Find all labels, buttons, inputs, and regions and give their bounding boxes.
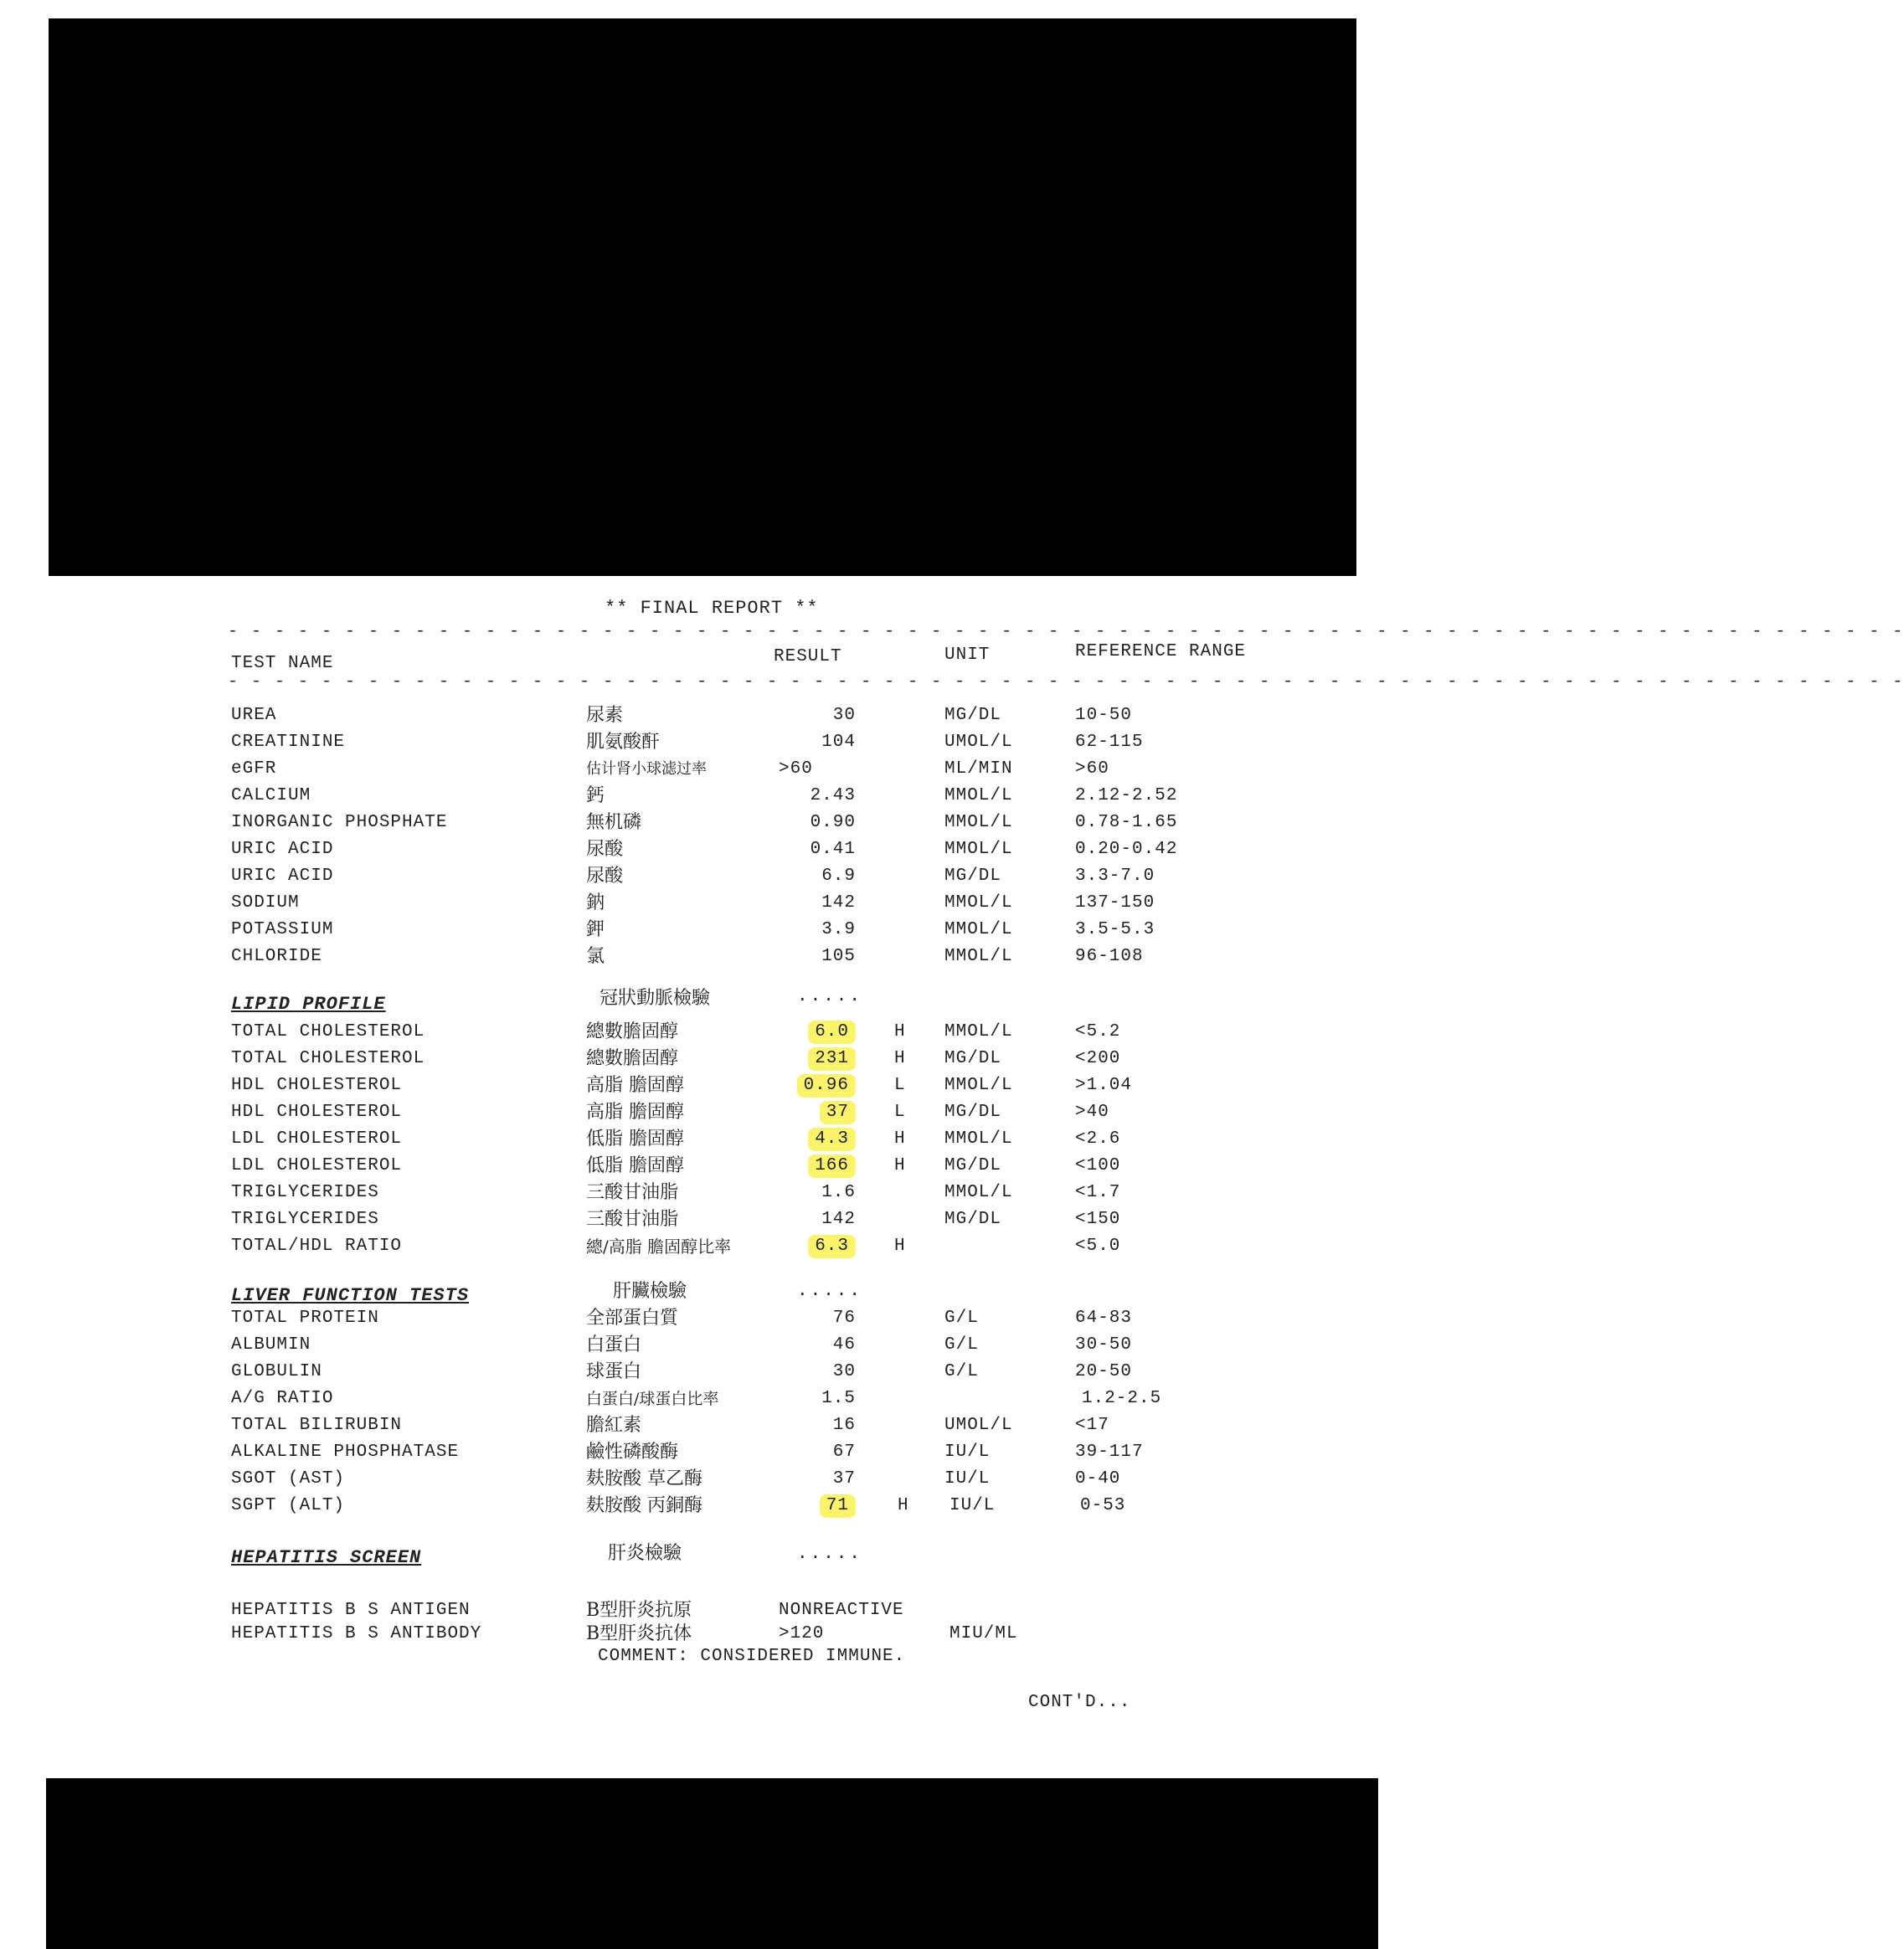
test-name-zh: 麸胺酸 草乙酶	[586, 1468, 702, 1489]
test-name: UREA	[231, 706, 277, 725]
test-unit: MMOL/L	[944, 1183, 1013, 1202]
test-name: CALCIUM	[231, 786, 311, 805]
test-unit: IU/L	[944, 1469, 991, 1489]
test-flag: H	[894, 1129, 906, 1149]
test-unit: MG/DL	[944, 1156, 1002, 1175]
test-reference: >1.04	[1075, 1076, 1133, 1095]
result-row	[0, 1622, 1378, 1649]
result-row	[0, 1360, 1378, 1387]
test-result: 0.41	[810, 840, 856, 859]
test-name: HEPATITIS B S ANTIGEN	[231, 1601, 471, 1620]
test-name: TRIGLYCERIDES	[231, 1183, 379, 1202]
test-name: POTASSIUM	[231, 920, 334, 939]
test-name-zh: 高脂 膽固醇	[586, 1102, 684, 1123]
test-name-zh: 氯	[586, 946, 605, 967]
test-reference: >40	[1075, 1103, 1109, 1122]
test-name-zh: 鈣	[586, 785, 605, 806]
test-name-zh: 無机磷	[586, 812, 642, 833]
section-title-hepatitis-screen: HEPATITIS SCREEN	[231, 1547, 422, 1568]
test-reference: <1.7	[1075, 1183, 1121, 1202]
result-row	[0, 918, 1378, 945]
test-flag: L	[894, 1103, 906, 1122]
test-reference: <200	[1075, 1049, 1121, 1068]
test-reference: 1.2-2.5	[1082, 1389, 1162, 1408]
test-result: 104	[821, 733, 856, 752]
test-result: 46	[832, 1335, 856, 1355]
test-result: 6.0	[808, 1021, 856, 1044]
test-reference: 39-117	[1075, 1442, 1144, 1462]
result-row	[0, 1074, 1378, 1101]
test-name-zh: 總數膽固醇	[586, 1021, 679, 1042]
test-result: 0.90	[810, 813, 856, 832]
result-row	[0, 1235, 1378, 1262]
test-unit: ML/MIN	[944, 759, 1013, 779]
test-flag: H	[894, 1237, 906, 1256]
test-reference: 3.5-5.3	[1075, 920, 1155, 939]
result-row	[0, 811, 1378, 838]
test-name: INORGANIC PHOSPHATE	[231, 813, 448, 832]
test-unit: IU/L	[944, 1442, 991, 1462]
section-title-zh: 肝炎檢驗	[608, 1543, 682, 1564]
test-name-zh: 低脂 膽固醇	[586, 1155, 684, 1176]
result-row	[0, 1101, 1378, 1128]
header-unit: UNIT	[944, 645, 991, 665]
test-result: 30	[832, 1362, 856, 1381]
test-result: 142	[821, 893, 856, 913]
test-reference: 137-150	[1075, 893, 1155, 913]
test-name-zh: 總數膽固醇	[586, 1048, 679, 1069]
test-result: 37	[832, 1469, 856, 1489]
test-unit: MMOL/L	[944, 813, 1013, 832]
test-unit: MMOL/L	[944, 920, 1013, 939]
result-row	[0, 731, 1378, 758]
test-name-zh: B型肝炎抗体	[586, 1623, 692, 1644]
test-name-zh: 球蛋白	[586, 1361, 642, 1382]
test-reference: 0.20-0.42	[1075, 840, 1178, 859]
result-row	[0, 1208, 1378, 1235]
result-row	[0, 1047, 1378, 1074]
test-unit: MG/DL	[944, 867, 1002, 886]
test-result: 6.3	[808, 1235, 856, 1258]
result-row	[0, 1307, 1378, 1334]
test-name: HEPATITIS B S ANTIBODY	[231, 1624, 482, 1643]
test-reference: 64-83	[1075, 1309, 1133, 1328]
test-unit: G/L	[944, 1309, 979, 1328]
test-name: TRIGLYCERIDES	[231, 1210, 379, 1229]
test-result: 37	[820, 1101, 856, 1124]
test-name-zh: 高脂 膽固醇	[586, 1075, 684, 1096]
test-name-zh: 估计肾小球滤过率	[586, 760, 707, 778]
test-result: 1.6	[821, 1183, 856, 1202]
redaction-block-bottom	[46, 1778, 1378, 1949]
test-name-zh: 尿素	[586, 705, 624, 726]
test-reference: 3.3-7.0	[1075, 867, 1155, 886]
redaction-block-top	[49, 18, 1356, 576]
test-name-zh: 三酸甘油脂	[586, 1182, 679, 1203]
test-result: 3.9	[821, 920, 856, 939]
test-result: NONREACTIVE	[779, 1601, 904, 1620]
section-dots: .....	[797, 1545, 863, 1564]
test-result: 67	[832, 1442, 856, 1462]
test-name: CHLORIDE	[231, 947, 322, 966]
test-name-zh: 鉀	[586, 919, 605, 940]
test-reference: <5.0	[1075, 1237, 1121, 1256]
result-row	[0, 1387, 1378, 1414]
test-result: 105	[821, 947, 856, 966]
test-name-zh: 三酸甘油脂	[586, 1209, 679, 1230]
test-name-zh: 總/高脂 膽固醇比率	[586, 1237, 732, 1257]
test-name-zh: 白蛋白	[586, 1334, 642, 1355]
result-row	[0, 1441, 1378, 1468]
test-unit: MG/DL	[944, 1049, 1002, 1068]
test-name: TOTAL CHOLESTEROL	[231, 1022, 425, 1041]
section-title-zh: 冠狀動脈檢驗	[600, 988, 711, 1009]
test-name-zh: 肌氨酸酐	[586, 732, 661, 753]
result-row	[0, 784, 1378, 811]
test-name-zh: 鈉	[586, 892, 605, 913]
test-name-zh: 白蛋白/球蛋白比率	[586, 1390, 719, 1408]
section-title-zh: 肝臟檢驗	[613, 1281, 687, 1302]
test-reference: 0.78-1.65	[1075, 813, 1178, 832]
test-reference: 2.12-2.52	[1075, 786, 1178, 805]
test-result: 30	[832, 706, 856, 725]
test-result: 142	[821, 1210, 856, 1229]
report-title: ** FINAL REPORT **	[605, 598, 819, 619]
test-name: SODIUM	[231, 893, 300, 913]
test-name: ALBUMIN	[231, 1335, 311, 1355]
test-name: TOTAL/HDL RATIO	[231, 1237, 403, 1256]
test-name: SGOT (AST)	[231, 1469, 346, 1489]
test-unit: G/L	[944, 1362, 979, 1381]
test-reference: 62-115	[1075, 733, 1144, 752]
test-unit: MMOL/L	[944, 1076, 1013, 1095]
continued-marker: CONT'D...	[1028, 1693, 1131, 1712]
test-name-zh: 鹼性磷酸酶	[586, 1442, 679, 1463]
test-name-zh: 尿酸	[586, 866, 624, 887]
divider-dashes: - - - - - - - - - - - - - - - - - - - - - - - - - - - - - - - - - - - - - - - - - - - - - - - - - - - - - - - - - - - - - - - - - - - - - - - -	[228, 672, 1904, 692]
result-row	[0, 704, 1378, 731]
test-flag: H	[894, 1156, 906, 1175]
test-flag: H	[894, 1022, 906, 1041]
result-row	[0, 1494, 1378, 1521]
hepatitis-comment: COMMENT: CONSIDERED IMMUNE.	[598, 1647, 906, 1666]
test-result: 76	[832, 1309, 856, 1328]
test-result: >60	[779, 759, 813, 779]
section-dots: .....	[797, 1282, 863, 1301]
test-result: 166	[808, 1154, 856, 1178]
test-name: HDL CHOLESTEROL	[231, 1076, 403, 1095]
result-row	[0, 1468, 1378, 1494]
test-reference: 96-108	[1075, 947, 1144, 966]
test-name-zh: 全部蛋白質	[586, 1308, 679, 1329]
result-row	[0, 1181, 1378, 1208]
result-row	[0, 892, 1378, 918]
result-row	[0, 1154, 1378, 1181]
test-name: SGPT (ALT)	[231, 1496, 346, 1515]
test-flag: H	[894, 1049, 906, 1068]
result-row	[0, 945, 1378, 972]
test-name-zh: 尿酸	[586, 839, 624, 860]
test-name: HDL CHOLESTEROL	[231, 1103, 403, 1122]
result-row	[0, 758, 1378, 784]
test-reference: <2.6	[1075, 1129, 1121, 1149]
test-result: 1.5	[821, 1389, 856, 1408]
test-name: A/G RATIO	[231, 1389, 334, 1408]
test-reference: <17	[1075, 1416, 1109, 1435]
test-reference: 0-40	[1075, 1469, 1121, 1489]
test-name-zh: B型肝炎抗原	[586, 1600, 692, 1621]
test-name: TOTAL PROTEIN	[231, 1309, 379, 1328]
test-unit: MIU/ML	[949, 1624, 1018, 1643]
test-result: >120	[779, 1624, 825, 1643]
test-name-zh: 低脂 膽固醇	[586, 1129, 684, 1149]
test-result: 2.43	[810, 786, 856, 805]
test-unit: IU/L	[949, 1496, 996, 1515]
test-name: URIC ACID	[231, 840, 334, 859]
test-unit: MMOL/L	[944, 1129, 1013, 1149]
test-reference: <100	[1075, 1156, 1121, 1175]
test-name: TOTAL BILIRUBIN	[231, 1416, 403, 1435]
test-name: CREATININE	[231, 733, 346, 752]
section-dots: .....	[797, 987, 863, 1006]
test-unit: MMOL/L	[944, 840, 1013, 859]
header-reference-range: REFERENCE RANGE	[1075, 642, 1247, 661]
test-name: URIC ACID	[231, 867, 334, 886]
test-reference: 30-50	[1075, 1335, 1133, 1355]
test-reference: 20-50	[1075, 1362, 1133, 1381]
test-name-zh: 麸胺酸 丙銅酶	[586, 1495, 702, 1516]
test-reference: 10-50	[1075, 706, 1133, 725]
result-row	[0, 1414, 1378, 1441]
section-title-liver-function: LIVER FUNCTION TESTS	[231, 1285, 470, 1306]
test-flag: H	[898, 1496, 909, 1515]
test-unit: MG/DL	[944, 1103, 1002, 1122]
test-unit: MMOL/L	[944, 893, 1013, 913]
test-unit: MMOL/L	[944, 947, 1013, 966]
test-flag: L	[894, 1076, 906, 1095]
result-row	[0, 1334, 1378, 1360]
test-result: 231	[808, 1047, 856, 1071]
header-result: RESULT	[774, 647, 842, 666]
test-name: TOTAL CHOLESTEROL	[231, 1049, 425, 1068]
test-name: GLOBULIN	[231, 1362, 322, 1381]
divider-dashes: - - - - - - - - - - - - - - - - - - - - - - - - - - - - - - - - - - - - - - - - - - - - - - - - - - - - - - - - - - - - - - - - - - - - - - - -	[228, 622, 1904, 641]
test-unit: MMOL/L	[944, 1022, 1013, 1041]
result-row	[0, 838, 1378, 865]
test-result: 71	[820, 1494, 856, 1518]
test-reference: 0-53	[1080, 1496, 1126, 1515]
test-unit: MMOL/L	[944, 786, 1013, 805]
test-name: LDL CHOLESTEROL	[231, 1129, 403, 1149]
test-unit: G/L	[944, 1335, 979, 1355]
test-unit: MG/DL	[944, 1210, 1002, 1229]
test-name: eGFR	[231, 759, 277, 779]
test-result: 4.3	[808, 1128, 856, 1151]
result-row	[0, 1128, 1378, 1154]
test-reference: <150	[1075, 1210, 1121, 1229]
test-result: 6.9	[821, 867, 856, 886]
test-result: 0.96	[797, 1074, 856, 1098]
section-title-lipid-profile: LIPID PROFILE	[231, 994, 386, 1015]
test-result: 16	[832, 1416, 856, 1435]
test-reference: <5.2	[1075, 1022, 1121, 1041]
result-row	[0, 1021, 1378, 1047]
test-name-zh: 膽紅素	[586, 1415, 642, 1436]
test-unit: UMOL/L	[944, 1416, 1013, 1435]
test-unit: UMOL/L	[944, 733, 1013, 752]
test-reference: >60	[1075, 759, 1109, 779]
test-name: ALKALINE PHOSPHATASE	[231, 1442, 460, 1462]
result-row	[0, 865, 1378, 892]
test-name: LDL CHOLESTEROL	[231, 1156, 403, 1175]
header-test-name: TEST NAME	[231, 654, 334, 673]
test-unit: MG/DL	[944, 706, 1002, 725]
